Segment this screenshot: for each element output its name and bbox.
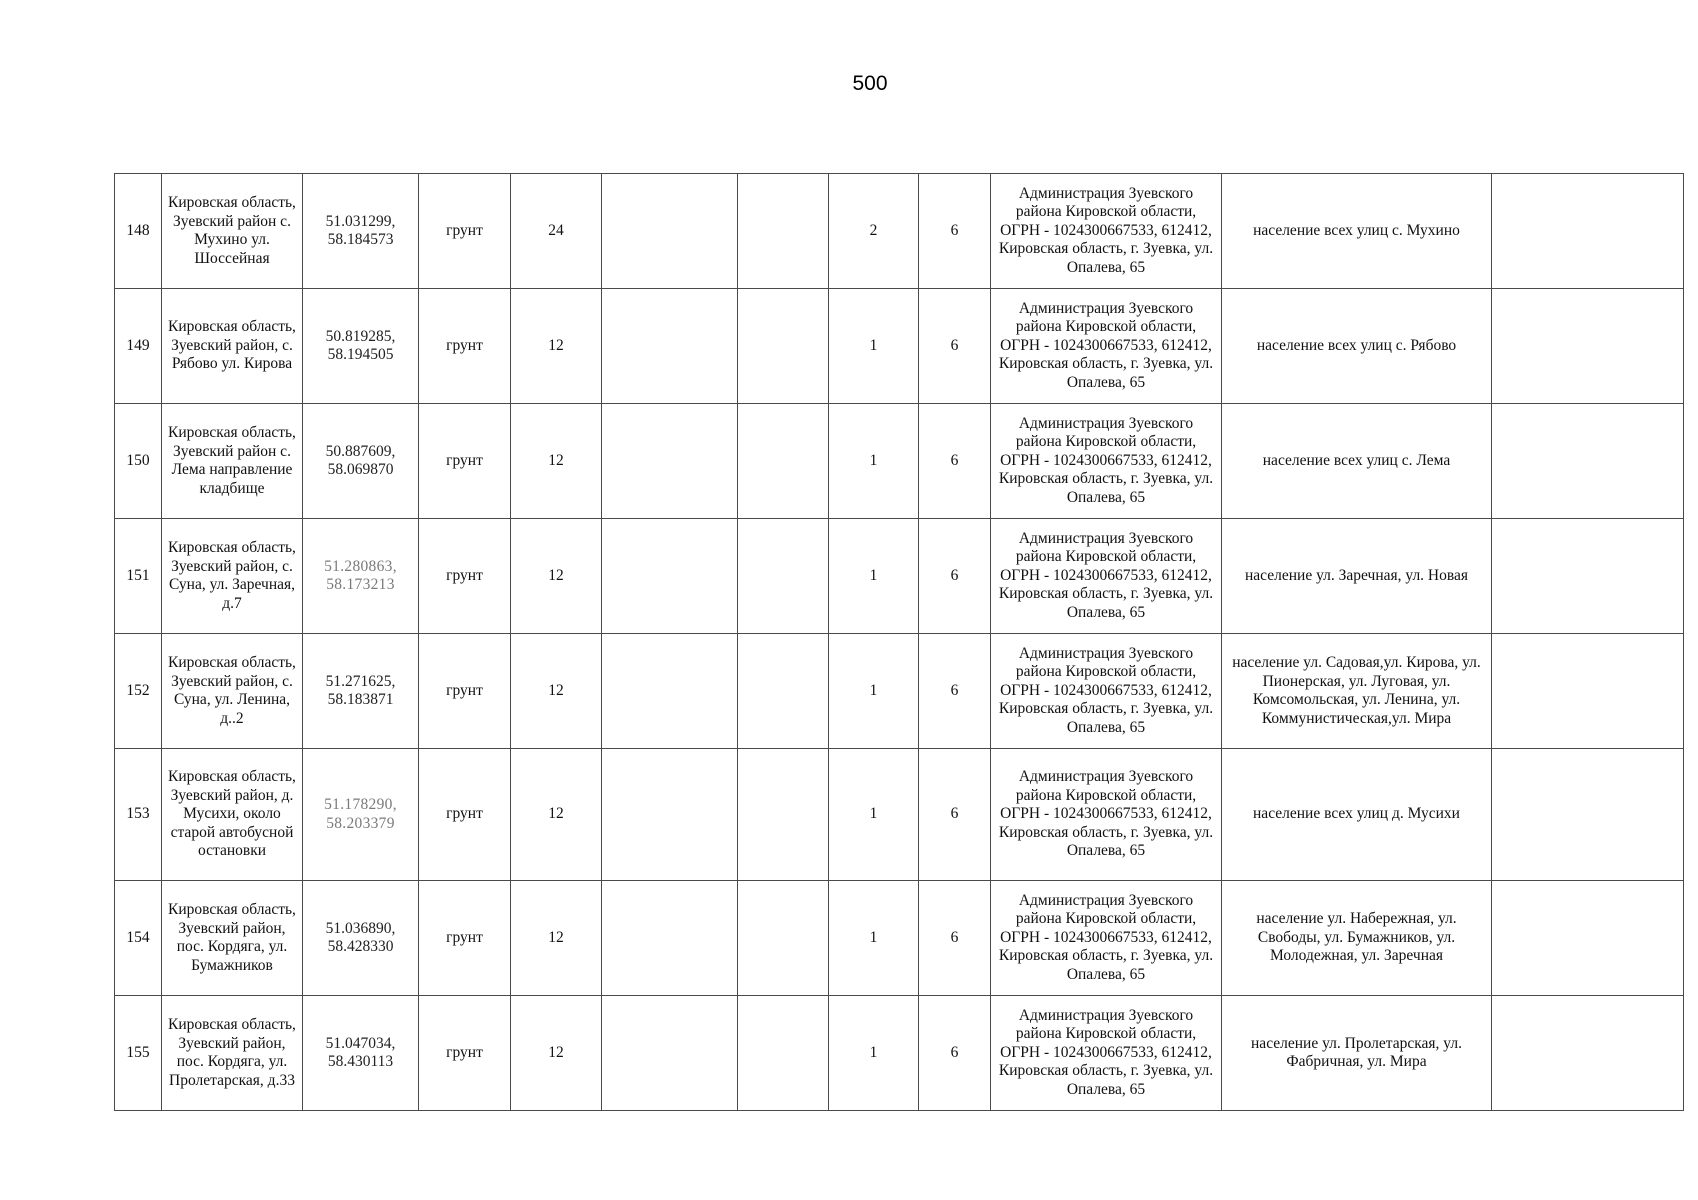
table-row bbox=[115, 881, 1684, 996]
empty-cell bbox=[738, 404, 829, 519]
empty-cell bbox=[738, 996, 829, 1111]
site-area: 24 bbox=[511, 174, 602, 289]
waste-sources: население всех улиц с. Рябово bbox=[1222, 289, 1492, 404]
row-number: 150 bbox=[115, 404, 162, 519]
site-coordinates: 50.887609, 58.069870 bbox=[303, 404, 419, 519]
notes-cell bbox=[1492, 289, 1684, 404]
empty-cell bbox=[738, 749, 829, 881]
row-number: 153 bbox=[115, 749, 162, 881]
notes-cell bbox=[1492, 174, 1684, 289]
site-owner: Администрация Зуевского района Кировской области, ОГРН - 1024300667533, 612412, Кировская область, г. Зуевка, ул. Опалева, 65 bbox=[991, 749, 1222, 881]
surface-type: грунт bbox=[419, 881, 511, 996]
notes-cell bbox=[1492, 519, 1684, 634]
container-count: 1 bbox=[829, 996, 919, 1111]
waste-sources: население всех улиц с. Мухино bbox=[1222, 174, 1492, 289]
container-volume: 6 bbox=[919, 881, 991, 996]
container-count: 1 bbox=[829, 634, 919, 749]
container-volume: 6 bbox=[919, 404, 991, 519]
table-row bbox=[115, 404, 1684, 519]
row-number: 155 bbox=[115, 996, 162, 1111]
site-location: Кировская область, Зуевский район, пос. Кордяга, ул. Пролетарская, д.33 bbox=[162, 996, 303, 1111]
site-owner: Администрация Зуевского района Кировской области, ОГРН - 1024300667533, 612412, Кировская область, г. Зуевка, ул. Опалева, 65 bbox=[991, 996, 1222, 1111]
site-owner: Администрация Зуевского района Кировской области, ОГРН - 1024300667533, 612412, Кировская область, г. Зуевка, ул. Опалева, 65 bbox=[991, 881, 1222, 996]
waste-sources: население ул. Пролетарская, ул. Фабричная, ул. Мира bbox=[1222, 996, 1492, 1111]
site-owner: Администрация Зуевского района Кировской области, ОГРН - 1024300667533, 612412, Кировская область, г. Зуевка, ул. Опалева, 65 bbox=[991, 174, 1222, 289]
waste-sources: население всех улиц с. Лема bbox=[1222, 404, 1492, 519]
container-count: 1 bbox=[829, 289, 919, 404]
site-coordinates: 51.047034, 58.430113 bbox=[303, 996, 419, 1111]
site-area: 12 bbox=[511, 519, 602, 634]
site-owner: Администрация Зуевского района Кировской области, ОГРН - 1024300667533, 612412, Кировская область, г. Зуевка, ул. Опалева, 65 bbox=[991, 519, 1222, 634]
empty-cell bbox=[738, 519, 829, 634]
waste-sources: население ул. Садовая,ул. Кирова, ул. Пионерская, ул. Луговая, ул. Комсомольская, ул. Ленина, ул. Коммунистическая,ул. Мира bbox=[1222, 634, 1492, 749]
surface-type: грунт bbox=[419, 404, 511, 519]
container-count: 2 bbox=[829, 174, 919, 289]
waste-sites-table bbox=[114, 173, 1684, 1111]
row-number: 148 bbox=[115, 174, 162, 289]
surface-type: грунт bbox=[419, 996, 511, 1111]
site-owner: Администрация Зуевского района Кировской области, ОГРН - 1024300667533, 612412, Кировская область, г. Зуевка, ул. Опалева, 65 bbox=[991, 289, 1222, 404]
empty-cell bbox=[738, 174, 829, 289]
row-number: 154 bbox=[115, 881, 162, 996]
empty-cell bbox=[602, 634, 738, 749]
site-coordinates: 51.031299, 58.184573 bbox=[303, 174, 419, 289]
table-row bbox=[115, 749, 1684, 881]
site-location: Кировская область, Зуевский район, д. Мусихи, около старой автобусной остановки bbox=[162, 749, 303, 881]
table-row bbox=[115, 289, 1684, 404]
empty-cell bbox=[602, 996, 738, 1111]
notes-cell bbox=[1492, 404, 1684, 519]
table-row bbox=[115, 519, 1684, 634]
site-area: 12 bbox=[511, 404, 602, 519]
container-volume: 6 bbox=[919, 519, 991, 634]
row-number: 152 bbox=[115, 634, 162, 749]
container-count: 1 bbox=[829, 519, 919, 634]
site-coordinates: 51.271625, 58.183871 bbox=[303, 634, 419, 749]
site-location: Кировская область, Зуевский район, с. Суна, ул. Заречная, д.7 bbox=[162, 519, 303, 634]
site-coordinates: 50.819285, 58.194505 bbox=[303, 289, 419, 404]
site-area: 12 bbox=[511, 634, 602, 749]
notes-cell bbox=[1492, 749, 1684, 881]
waste-sources: население ул. Набережная, ул. Свободы, ул. Бумажников, ул. Молодежная, ул. Заречная bbox=[1222, 881, 1492, 996]
container-volume: 6 bbox=[919, 634, 991, 749]
site-owner: Администрация Зуевского района Кировской области, ОГРН - 1024300667533, 612412, Кировская область, г. Зуевка, ул. Опалева, 65 bbox=[991, 634, 1222, 749]
site-area: 12 bbox=[511, 881, 602, 996]
waste-sources: население ул. Заречная, ул. Новая bbox=[1222, 519, 1492, 634]
site-area: 12 bbox=[511, 996, 602, 1111]
container-count: 1 bbox=[829, 749, 919, 881]
site-coordinates: 51.280863, 58.173213 bbox=[303, 519, 419, 634]
empty-cell bbox=[738, 881, 829, 996]
surface-type: грунт bbox=[419, 749, 511, 881]
container-volume: 6 bbox=[919, 174, 991, 289]
container-volume: 6 bbox=[919, 749, 991, 881]
surface-type: грунт bbox=[419, 289, 511, 404]
empty-cell bbox=[602, 404, 738, 519]
site-location: Кировская область, Зуевский район, с. Суна, ул. Ленина, д..2 bbox=[162, 634, 303, 749]
empty-cell bbox=[602, 881, 738, 996]
empty-cell bbox=[602, 749, 738, 881]
site-area: 12 bbox=[511, 749, 602, 881]
container-volume: 6 bbox=[919, 289, 991, 404]
empty-cell bbox=[602, 519, 738, 634]
site-coordinates: 51.178290, 58.203379 bbox=[303, 749, 419, 881]
table-row bbox=[115, 996, 1684, 1111]
empty-cell bbox=[738, 289, 829, 404]
container-count: 1 bbox=[829, 881, 919, 996]
site-location: Кировская область, Зуевский район, с. Рябово ул. Кирова bbox=[162, 289, 303, 404]
site-coordinates: 51.036890, 58.428330 bbox=[303, 881, 419, 996]
table-row bbox=[115, 634, 1684, 749]
waste-sources: население всех улиц д. Мусихи bbox=[1222, 749, 1492, 881]
notes-cell bbox=[1492, 634, 1684, 749]
surface-type: грунт bbox=[419, 634, 511, 749]
row-number: 149 bbox=[115, 289, 162, 404]
surface-type: грунт bbox=[419, 174, 511, 289]
site-owner: Администрация Зуевского района Кировской области, ОГРН - 1024300667533, 612412, Кировская область, г. Зуевка, ул. Опалева, 65 bbox=[991, 404, 1222, 519]
site-location: Кировская область, Зуевский район с. Лема направление кладбище bbox=[162, 404, 303, 519]
container-volume: 6 bbox=[919, 996, 991, 1111]
container-count: 1 bbox=[829, 404, 919, 519]
empty-cell bbox=[602, 174, 738, 289]
site-location: Кировская область, Зуевский район, пос. Кордяга, ул. Бумажников bbox=[162, 881, 303, 996]
notes-cell bbox=[1492, 881, 1684, 996]
row-number: 151 bbox=[115, 519, 162, 634]
empty-cell bbox=[738, 634, 829, 749]
table-row bbox=[115, 174, 1684, 289]
page-number: 500 bbox=[852, 72, 888, 95]
empty-cell bbox=[602, 289, 738, 404]
notes-cell bbox=[1492, 996, 1684, 1111]
site-area: 12 bbox=[511, 289, 602, 404]
surface-type: грунт bbox=[419, 519, 511, 634]
site-location: Кировская область, Зуевский район с. Мухино ул. Шоссейная bbox=[162, 174, 303, 289]
